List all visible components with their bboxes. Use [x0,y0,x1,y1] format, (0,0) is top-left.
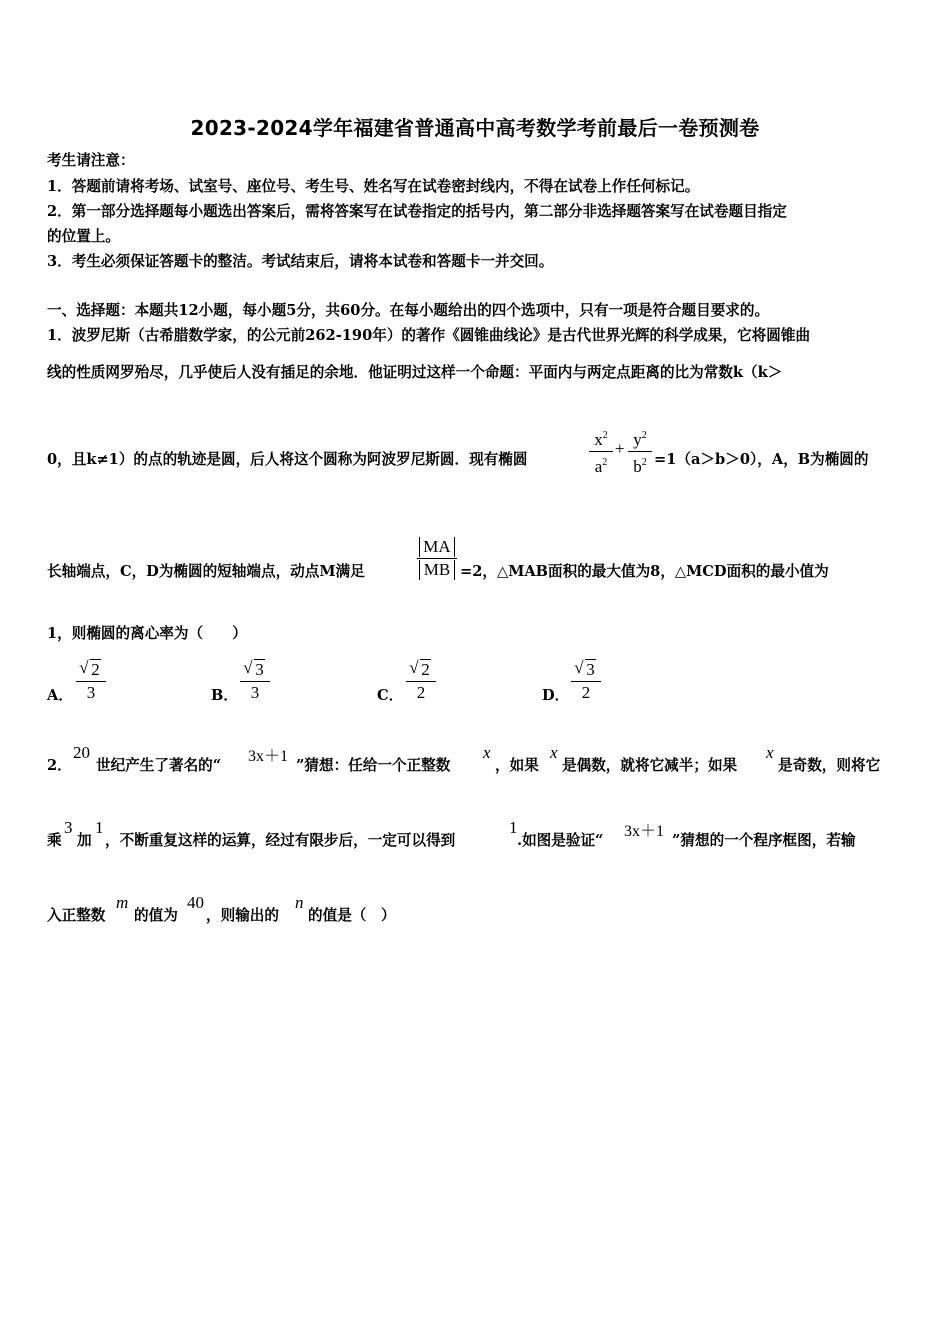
q2-math-40: 40 [187,893,204,912]
option-d-label[interactable]: D． [542,687,570,704]
q2-text-4: ，如果 [495,757,539,774]
notice-heading: 考生请注意： [47,152,135,169]
option-b-value[interactable]: √ 3 3 [240,660,270,703]
q2-math-3: 3 [64,818,73,837]
q2-math-x-3: x [766,743,774,762]
q1-line-2: 线的性质网罗殆尽，几乎使后人没有插足的余地．他证明过这样一个命题：平面内与两定点距离的比为常数k（k＞ [47,364,783,381]
ellipse-x-term: $x^2$ $a^2$ [589,426,613,477]
q1-line-3b: =1（a＞b＞0），A，B为椭圆的 [654,451,869,468]
ellipse-plus: + [615,439,625,458]
ellipse-y-term: $y^2$ $b^2$ [628,426,652,477]
q1-line-3a: 0，且k≠1）的点的轨迹是圆，后人将这个圆称为阿波罗尼斯圆．现有椭圆 [47,451,528,468]
section1-header: 一、选择题：本题共12小题，每小题5分，共60分。在每小题给出的四个选项中，只有一项是符合题目要求的。 [47,302,770,319]
q2-text-13: 的值为 [134,907,178,924]
q2-math-x-1: x [483,743,491,762]
q2-text-5: 是偶数，就将它减半；如果 [562,757,738,774]
exam-title: 2023-2024学年福建省普通高中高考数学考前最后一卷预测卷 [190,116,760,140]
q2-math-20: 20 [73,743,90,762]
option-a-value[interactable]: √ 2 3 [76,660,106,703]
option-a-label[interactable]: A． [47,687,73,704]
notice-item-2-cont: 的位置上。 [47,228,120,245]
q1-line-1: 1．波罗尼斯（古希腊数学家，的公元前262-190年）的著作《圆锥曲线论》是古代世界光辉的科学成果，它将圆锥曲 [47,327,811,344]
q2-math-n: n [295,893,304,912]
q2-math-x-2: x [550,743,558,762]
q1-line-4b: =2，△MAB面积的最大值为8，△MCD面积的最小值为 [460,563,829,580]
q2-math-1-a: 1 [95,818,104,837]
q2-text-11: ”猜想的一个程序框图，若输 [672,832,856,849]
q2-math-m: m [116,893,129,912]
option-d-value[interactable]: √ 3 2 [571,660,601,703]
q2-text-10: .如图是验证“ [517,832,604,849]
q2-text-12: 入正整数 [47,907,106,924]
q2-text-14: ，则输出的 [206,907,279,924]
ratio-ma-mb: MA MB [417,537,457,580]
q2-text-2: 世纪产生了著名的“ [96,757,222,774]
q2-math-3x1: 3x＋1 [248,748,289,765]
notice-item-3: 3．考生必须保证答题卡的整洁。考试结束后，请将本试卷和答题卡一并交回。 [47,253,554,270]
notice-item-1: 1．答题前请将考场、试室号、座位号、考生号、姓名写在试卷密封线内，不得在试卷上作任何标记。 [47,178,700,195]
option-c-label[interactable]: C． [377,687,404,704]
q2-math-1-b: 1 [509,818,518,837]
notice-item-2: 2．第一部分选择题每小题选出答案后，需将答案写在试卷指定的括号内，第二部分非选择题答案写在试卷题目指定 [47,203,787,220]
option-b-label[interactable]: B． [211,687,238,704]
q2-number: 2． [47,757,72,774]
q2-text-3: ”猜想：任给一个正整数 [296,757,451,774]
q2-text-7: 乘 [47,832,62,849]
q1-line-4a: 长轴端点，C，D为椭圆的短轴端点，动点M满足 [47,563,365,580]
q2-math-3x1-b: 3x＋1 [624,823,665,840]
q2-text-9: ，不断重复这样的运算，经过有限步后，一定可以得到 [105,832,456,849]
q2-text-8: 加 [77,832,92,849]
option-c-value[interactable]: √ 2 2 [406,660,436,703]
q2-text-15: 的值是（ ） [308,907,396,924]
q1-line-5: 1，则椭圆的离心率为（ ） [47,625,247,642]
q2-text-6: 是奇数，则将它 [778,757,881,774]
